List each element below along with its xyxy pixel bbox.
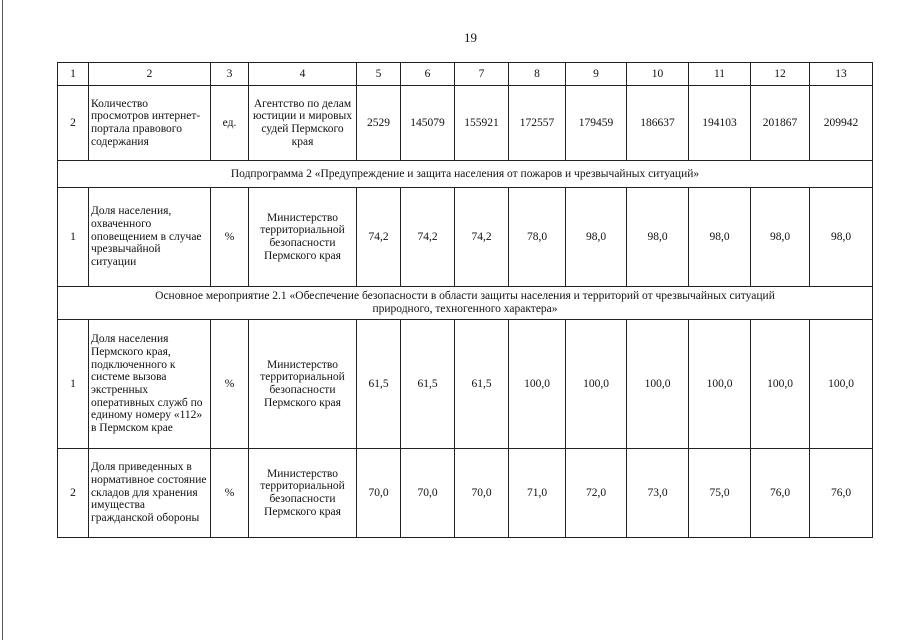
header-cell: 2 <box>89 63 211 86</box>
value-cell: 201867 <box>751 86 810 161</box>
value-cell: 100,0 <box>627 320 689 449</box>
header-cell: 7 <box>455 63 509 86</box>
unit-cell: ед. <box>211 86 249 161</box>
value-cell: 100,0 <box>810 320 873 449</box>
value-cell: 76,0 <box>810 449 873 538</box>
header-cell: 4 <box>249 63 357 86</box>
value-cell: 74,2 <box>357 188 401 287</box>
value-cell: 98,0 <box>689 188 751 287</box>
value-cell: 100,0 <box>509 320 566 449</box>
value-cell: 209942 <box>810 86 873 161</box>
value-cell: 98,0 <box>810 188 873 287</box>
row-number: 1 <box>58 320 89 449</box>
header-cell: 12 <box>751 63 810 86</box>
unit-cell: % <box>211 320 249 449</box>
header-cell: 3 <box>211 63 249 86</box>
indicators-table <box>57 62 873 538</box>
section-title: Основное мероприятие 2.1 «Обеспечение безопасности в области защиты населения и территорий от чрезвычайных ситуаций природного, техногенного характера» <box>58 287 873 320</box>
value-cell: 100,0 <box>689 320 751 449</box>
value-cell: 71,0 <box>509 449 566 538</box>
unit-cell: % <box>211 449 249 538</box>
value-cell: 98,0 <box>627 188 689 287</box>
header-cell: 8 <box>509 63 566 86</box>
value-cell: 98,0 <box>566 188 627 287</box>
indicator-name: Доля населения Пермского края, подключенного к системе вызова экстренных оперативных служб по единому номеру «112» в Пермском крае <box>89 320 211 449</box>
value-cell: 74,2 <box>455 188 509 287</box>
header-cell: 13 <box>810 63 873 86</box>
section-row <box>58 287 873 320</box>
value-cell: 194103 <box>689 86 751 161</box>
header-cell: 11 <box>689 63 751 86</box>
value-cell: 76,0 <box>751 449 810 538</box>
value-cell: 145079 <box>401 86 455 161</box>
value-cell: 72,0 <box>566 449 627 538</box>
value-cell: 73,0 <box>627 449 689 538</box>
indicator-name: Количество просмотров интернет-портала правового содержания <box>89 86 211 161</box>
section-title: Подпрограмма 2 «Предупреждение и защита населения от пожаров и чрезвычайных ситуаций» <box>58 161 873 188</box>
value-cell: 2529 <box>357 86 401 161</box>
page-edge-rule <box>2 0 3 640</box>
agency-cell: Министерство территориальной безопасности Пермского края <box>249 320 357 449</box>
page-number: 19 <box>464 30 477 45</box>
value-cell: 61,5 <box>401 320 455 449</box>
value-cell: 61,5 <box>455 320 509 449</box>
value-cell: 78,0 <box>509 188 566 287</box>
agency-cell: Агентство по делам юстиции и мировых судей Пермского края <box>249 86 357 161</box>
value-cell: 61,5 <box>357 320 401 449</box>
value-cell: 100,0 <box>751 320 810 449</box>
agency-cell: Министерство территориальной безопасности Пермского края <box>249 449 357 538</box>
header-cell: 10 <box>627 63 689 86</box>
row-number: 1 <box>58 188 89 287</box>
value-cell: 70,0 <box>401 449 455 538</box>
value-cell: 70,0 <box>455 449 509 538</box>
header-cell: 5 <box>357 63 401 86</box>
value-cell: 74,2 <box>401 188 455 287</box>
value-cell: 100,0 <box>566 320 627 449</box>
header-cell: 6 <box>401 63 455 86</box>
value-cell: 98,0 <box>751 188 810 287</box>
table-row <box>58 86 873 161</box>
value-cell: 75,0 <box>689 449 751 538</box>
agency-cell: Министерство территориальной безопасности Пермского края <box>249 188 357 287</box>
header-row <box>58 63 873 86</box>
row-number: 2 <box>58 86 89 161</box>
value-cell: 70,0 <box>357 449 401 538</box>
section-row <box>58 161 873 188</box>
table-row <box>58 188 873 287</box>
value-cell: 172557 <box>509 86 566 161</box>
row-number: 2 <box>58 449 89 538</box>
table-row <box>58 449 873 538</box>
unit-cell: % <box>211 188 249 287</box>
table-row <box>58 320 873 449</box>
indicator-name: Доля приведенных в нормативное состояние складов для хранения имущества гражданской обороны <box>89 449 211 538</box>
header-cell: 1 <box>58 63 89 86</box>
value-cell: 179459 <box>566 86 627 161</box>
indicator-name: Доля населения, охваченного оповещением в случае чрезвычайной ситуации <box>89 188 211 287</box>
header-cell: 9 <box>566 63 627 86</box>
value-cell: 155921 <box>455 86 509 161</box>
value-cell: 186637 <box>627 86 689 161</box>
